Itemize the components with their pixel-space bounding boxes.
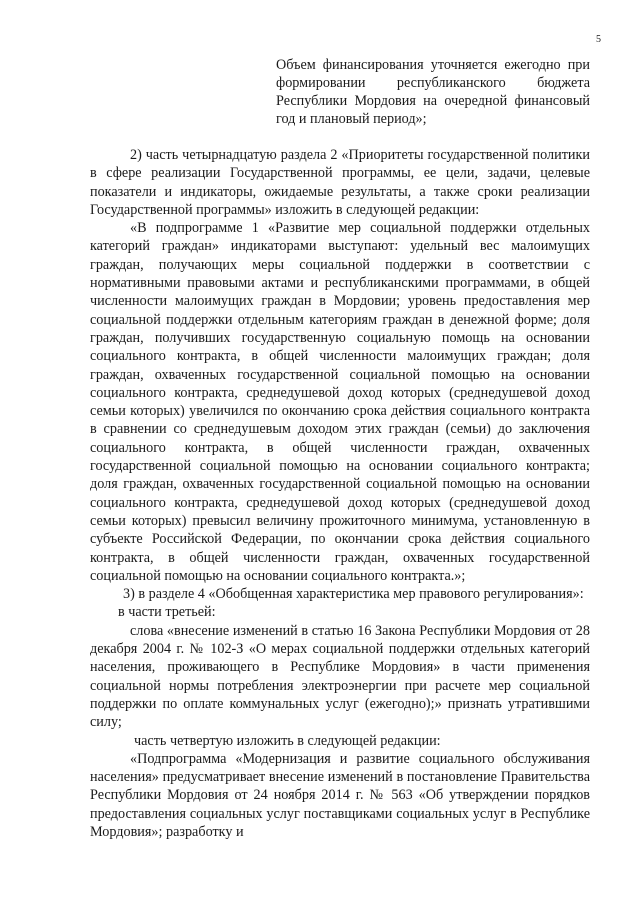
paragraph-subprogram-1: «В подпрограмме 1 «Развитие мер социальной поддержки отдельных категорий граждан» индикаторами выступают: удельный вес малоимущих граждан, получающих меры социальной поддержки в соответствии с нормативными правовыми актами и республиканскими программами, в общей численности малоимущих граждан в Мордовии; уровень предоставления мер социальной поддержки отдельным категориям граждан в денежной форме; доля граждан, получивших государственную социальную помощь на основании социального контракта, в общей численности малоимущих граждан; доля граждан, охваченных государственной социальной помощью на основании социального контракта, среднедушевой доход которых (среднедушевой доход семьи которых) увеличился по окончанию срока действия социального контракта в сравнении со среднедушевым доходом этих граждан (семьи) до заключения социального контракта, в общей численности граждан, охваченных государственной социальной помощью на основании социального контракта; доля граждан, охваченных государственной социальной помощью на основании социального контракта, среднедушевой доход которых (среднедушевой доход семьи которых) превысил величину прожиточного минимума, установленную в субъекте Российской Федерации, по окончании срока действия социального контракта, в общей численности граждан, охваченных государственной социальной помощью на основании социального контракта.»; xyxy=(90,220,590,584)
paragraph-subprogram-modernization: «Подпрограмма «Модернизация и развитие социального обслуживания населения» предусматривает внесение изменений в постановление Правительства Республики Мордовия от 24 ноября 2014 г. № 563 «Об утверждении порядков предоставления социальных услуг поставщиками социальных услуг в Республике Мордовия»; разработку и xyxy=(90,750,590,840)
document-body xyxy=(90,146,590,841)
paragraph-words-repeal: слова «внесение изменений в статью 16 Закона Республики Мордовия от 28 декабря 2004 г. № 102-З «О мерах социальной поддержки отдельных категорий населения, проживающего в Республике Мордовия» в части применения социальной нормы потребления электроэнергии при расчете мер социальной поддержки по оплате коммунальных услуг (ежегодно);» признать утратившими силу; xyxy=(90,622,590,731)
paragraph-part-four: часть четвертую изложить в следующей редакции: xyxy=(134,732,441,749)
paragraph-item-3: 3) в разделе 4 «Обобщенная характеристика мер правового регулирования»: xyxy=(123,586,584,603)
paragraph-item-2: 2) часть четырнадцатую раздела 2 «Приоритеты государственной политики в сфере реализации Государственной программы, ее цели, задачи, целевые показатели и индикаторы, ожидаемые результаты, а также сроки реализации Государственной программы» изложить в следующей редакции: xyxy=(90,147,590,218)
page-number: 5 xyxy=(596,34,601,45)
financing-note: Объем финансирования уточняется ежегодно при формировании республиканского бюджета Республики Мордовия на очередной финансовый год и плановый период»; xyxy=(276,57,590,127)
paragraph-part-three: в части третьей: xyxy=(118,604,216,621)
